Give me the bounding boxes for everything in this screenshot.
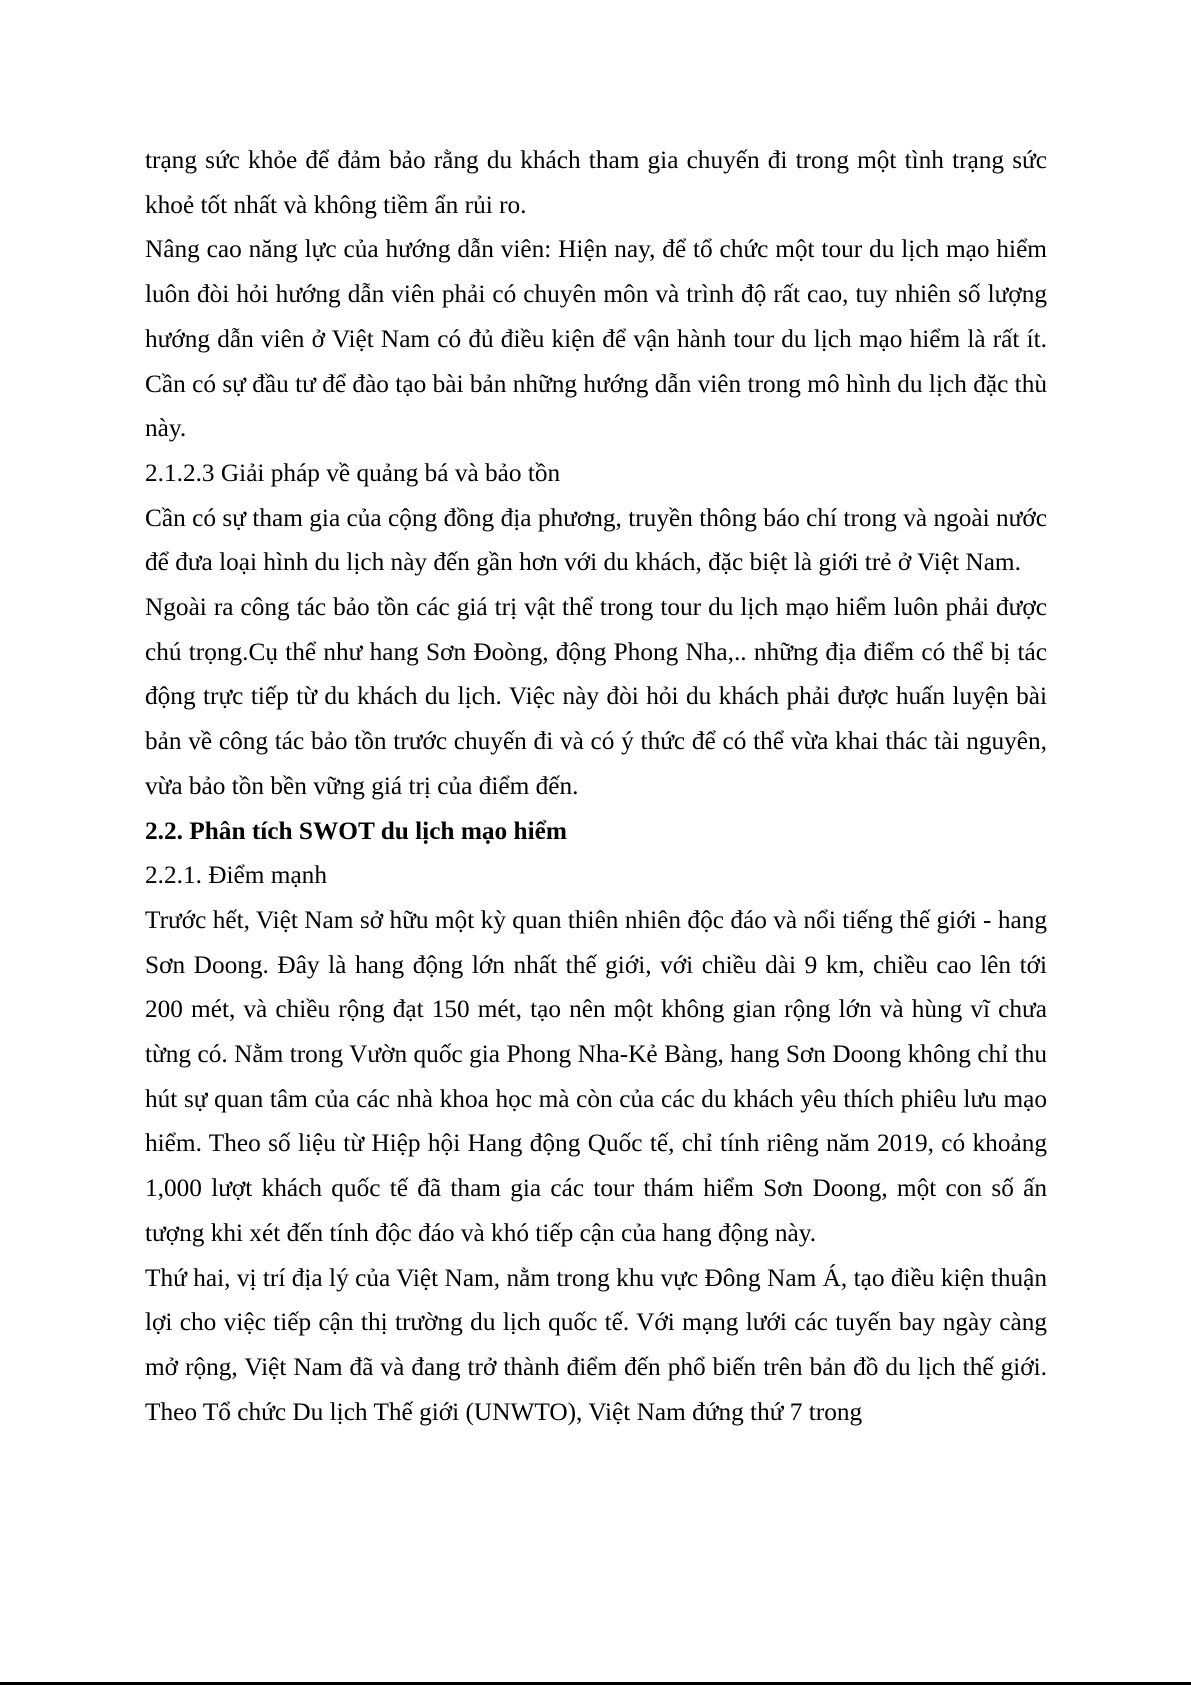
subheading-promotion-conservation: 2.1.2.3 Giải pháp về quảng bá và bảo tồn (145, 458, 561, 487)
paragraph-community-media: Cần có sự tham gia của cộng đồng địa phương, truyền thông báo chí trong và ngoài nước để đưa loại hình du lịch này đến gần hơn với du khách, đặc biệt là giới trẻ ở Việt Nam. (145, 503, 1047, 577)
section-heading-swot: 2.2. Phân tích SWOT du lịch mạo hiểm (145, 816, 567, 845)
paragraph-health-check: trạng sức khỏe để đảm bảo rằng du khách tham gia chuyến đi trong một tình trạng sức khoẻ tốt nhất và không tiềm ẩn rủi ro. (145, 146, 1047, 219)
document-page (145, 138, 1047, 1434)
subheading-strengths: 2.2.1. Điểm mạnh (145, 861, 327, 890)
paragraph-conservation: Ngoài ra công tác bảo tồn các giá trị vật thể trong tour du lịch mạo hiểm luôn phải được chú trọng.Cụ thể như hang Sơn Đoòng, động Phong Nha,.. những địa điểm có thể bị tác động trực tiếp từ du khách du lịch. Việc này đòi hỏi du khách phải được huấn luyện bài bản về công tác bảo tồn trước chuyến đi và có ý thức để có thể vừa khai thác tài nguyên, vừa bảo tồn bền vững giá trị của điểm đến. (145, 593, 1047, 800)
paragraph-geography: Thứ hai, vị trí địa lý của Việt Nam, nằm trong khu vực Đông Nam Á, tạo điều kiện thuận lợi cho việc tiếp cận thị trường du lịch quốc tế. Với mạng lưới các tuyến bay ngày càng mở rộng, Việt Nam đã và đang trở thành điểm đến phổ biến trên bản đồ du lịch thế giới. Theo Tổ chức Du lịch Thế giới (UNWTO), Việt Nam đứng thứ 7 trong (145, 1263, 1047, 1426)
paragraph-guide-capacity: Nâng cao năng lực của hướng dẫn viên: Hiện nay, để tổ chức một tour du lịch mạo hiểm luôn đòi hỏi hướng dẫn viên phải có chuyên môn và trình độ rất cao, tuy nhiên số lượng hướng dẫn viên ở Việt Nam có đủ điều kiện để vận hành tour du lịch mạo hiểm là rất ít. Cần có sự đầu tư để đào tạo bài bản những hướng dẫn viên trong mô hình du lịch đặc thù này. (145, 235, 1047, 443)
paragraph-son-doong: Trước hết, Việt Nam sở hữu một kỳ quan thiên nhiên độc đáo và nổi tiếng thế giới - hang Sơn Doong. Đây là hang động lớn nhất thế giới, với chiều dài 9 km, chiều cao lên tới 200 mét, và chiều rộng đạt 150 mét, tạo nên một không gian rộng lớn và hùng vĩ chưa từng có. Nằm trong Vườn quốc gia Phong Nha-Kẻ Bàng, hang Sơn Doong không chỉ thu hút sự quan tâm của các nhà khoa học mà còn của các du khách yêu thích phiêu lưu mạo hiểm. Theo số liệu từ Hiệp hội Hang động Quốc tế, chỉ tính riêng năm 2019, có khoảng 1,000 lượt khách quốc tế đã tham gia các tour thám hiểm Sơn Doong, một con số ấn tượng khi xét đến tính độc đáo và khó tiếp cận của hang động này. (145, 905, 1047, 1247)
